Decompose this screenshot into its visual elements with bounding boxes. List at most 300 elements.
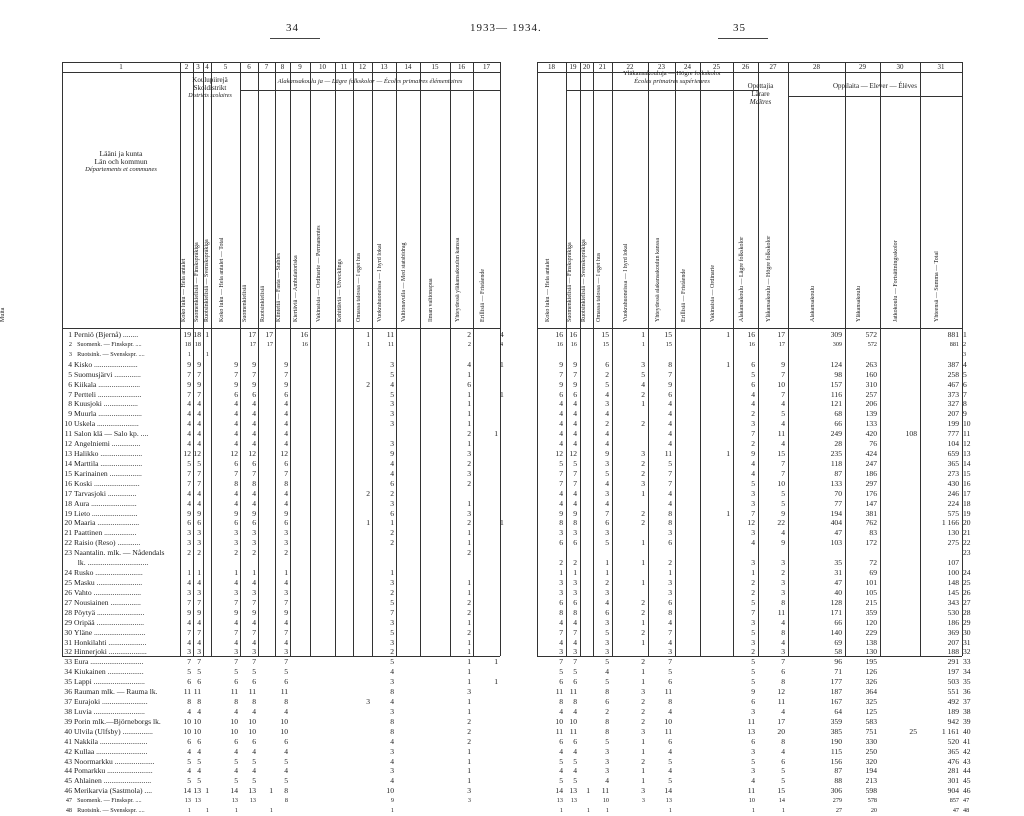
table-cell: 4 xyxy=(559,637,563,647)
table-cell: 4 xyxy=(573,419,577,429)
table-cell: 3 xyxy=(390,359,394,369)
table-cell: 13 xyxy=(570,797,577,805)
table-cell: 69 xyxy=(869,568,877,578)
left-col-divider xyxy=(353,62,354,656)
table-cell: 4 xyxy=(284,419,288,429)
table-cell: 751 xyxy=(865,726,877,736)
table-cell: 9 xyxy=(573,359,577,369)
table-cell: 5 xyxy=(559,458,563,468)
table-cell: 4 xyxy=(234,706,238,716)
table-cell: 6 xyxy=(605,518,609,528)
table-cell: 4 xyxy=(605,409,609,419)
table-cell: 121 xyxy=(830,399,842,409)
municipality-name: Nakkila ......................... xyxy=(74,736,148,746)
table-cell: 4 xyxy=(559,409,563,419)
table-cell: 6 xyxy=(573,597,577,607)
table-cell: 4 xyxy=(500,340,504,348)
table-cell: 6 xyxy=(252,518,256,528)
table-cell: 47 xyxy=(834,528,842,538)
table-cell: 7 xyxy=(390,607,394,617)
row-number-right: 30 xyxy=(963,627,971,637)
table-cell: 13 xyxy=(248,786,256,796)
row-number: 25 xyxy=(64,578,72,587)
table-cell: 4 xyxy=(252,746,256,756)
table-cell: 1 xyxy=(467,528,471,538)
table-cell: 69 xyxy=(834,637,842,647)
table-cell: 2 xyxy=(751,578,755,587)
table-cell: 7 xyxy=(187,627,191,637)
table-cell: 1 xyxy=(467,746,471,756)
municipality-name: Luvia ........................... xyxy=(74,706,145,716)
table-cell: 9 xyxy=(390,449,394,459)
table-cell: 572 xyxy=(867,340,877,348)
table-cell: 7 xyxy=(751,429,755,439)
table-cell: 5 xyxy=(284,667,288,677)
table-cell: 1 xyxy=(467,409,471,419)
table-cell: 7 xyxy=(781,389,785,399)
table-cell: 6 xyxy=(234,677,238,687)
table-cell: 9 xyxy=(573,508,577,518)
table-cell: 1 xyxy=(205,350,209,358)
table-cell: 1 xyxy=(467,419,471,429)
table-cell: 10 xyxy=(248,716,256,726)
table-cell: 47 xyxy=(952,807,959,815)
table-cell: 6 xyxy=(559,538,563,548)
table-cell: 6 xyxy=(751,736,755,746)
municipality-name: Suomenk. — Finskspr. .... xyxy=(74,340,142,348)
table-cell: 6 xyxy=(390,478,394,488)
table-cell: 9 xyxy=(234,359,238,369)
table-cell: 6 xyxy=(573,736,577,746)
column-header-vertical: Erillisiä — Fristående xyxy=(680,269,687,322)
table-cell: 4 xyxy=(234,419,238,429)
municipality-name: Raisio (Reso) ............ xyxy=(74,538,141,548)
table-cell: 8 xyxy=(605,726,609,736)
table-cell: 64 xyxy=(834,706,842,716)
table-cell: 9 xyxy=(559,379,563,389)
table-cell: 1 xyxy=(187,350,191,358)
left-col-divider xyxy=(420,62,421,656)
table-cell: 6 xyxy=(187,677,191,687)
table-cell: 1 xyxy=(467,647,471,657)
table-cell: 4 xyxy=(390,697,394,707)
table-cell: 4 xyxy=(668,706,672,716)
table-cell: 359 xyxy=(865,607,877,617)
table-cell: 762 xyxy=(865,518,877,528)
table-cell: 3 xyxy=(467,449,471,459)
table-cell: 4 xyxy=(390,736,394,746)
municipality-name: Kullaa ........................... xyxy=(74,746,148,756)
table-cell: 194 xyxy=(830,508,842,518)
municipality-name: Ulvila (Ulfsby) ................ xyxy=(74,726,153,736)
table-cell: 7 xyxy=(284,627,288,637)
table-cell: 83 xyxy=(869,528,877,538)
municipality-name: Ruotsink. — Svenskspr. .... xyxy=(74,350,145,358)
table-cell: 5 xyxy=(751,667,755,677)
table-cell: 77 xyxy=(834,498,842,508)
table-cell: 10 xyxy=(777,379,785,389)
table-cell: 207 xyxy=(947,637,959,647)
table-cell: 5 xyxy=(390,389,394,399)
table-cell: 6 xyxy=(252,458,256,468)
left-col-divider xyxy=(290,62,291,656)
table-cell: 177 xyxy=(830,677,842,687)
districts-header-sv: Skoldistrikt xyxy=(193,84,227,92)
table-cell: 3 xyxy=(187,587,191,597)
left-col-divider xyxy=(258,62,259,656)
table-cell: 3 xyxy=(390,578,394,587)
table-cell: 4 xyxy=(284,498,288,508)
table-cell: 9 xyxy=(751,687,755,697)
table-cell: 20 xyxy=(777,726,785,736)
table-cell: 598 xyxy=(865,786,877,796)
column-number: 29 xyxy=(859,63,866,71)
table-cell: 4 xyxy=(234,399,238,409)
table-cell: 9 xyxy=(605,449,609,459)
table-cell: 103 xyxy=(830,538,842,548)
row-number: 6 xyxy=(68,379,72,389)
table-cell: 4 xyxy=(252,637,256,647)
municipality-name: Tarvasjoki ............... xyxy=(74,488,137,498)
table-cell: 11 xyxy=(664,726,672,736)
table-cell: 4 xyxy=(284,429,288,439)
table-cell: 3 xyxy=(187,647,191,657)
table-cell: 3 xyxy=(605,587,609,597)
table-cell: 5 xyxy=(781,776,785,786)
table-cell: 16 xyxy=(301,340,308,348)
table-cell: 100 xyxy=(947,568,959,578)
table-cell: 4 xyxy=(751,458,755,468)
table-cell: 6 xyxy=(668,538,672,548)
column-header-vertical: Ruotsinkielisiä — Svenskspråkiga xyxy=(204,239,210,322)
municipality-name: Oripää ......................... xyxy=(74,617,145,627)
column-header-vertical: Jatkokoulu — Fortsättningsskolor xyxy=(893,240,899,322)
teachers-header-fi: Opettajia xyxy=(747,82,774,90)
table-cell: 3 xyxy=(234,538,238,548)
table-cell: 13 xyxy=(193,786,201,796)
table-cell: 3 xyxy=(781,558,785,568)
table-cell: 87 xyxy=(834,766,842,776)
table-cell: 4 xyxy=(197,409,201,419)
table-cell: 4 xyxy=(197,439,201,449)
table-cell: 207 xyxy=(947,409,959,419)
municipality-name: Rauman mlk. — Rauma lk. xyxy=(74,687,158,697)
table-cell: 8 xyxy=(390,687,394,697)
table-cell: 4 xyxy=(641,379,645,389)
table-cell: 12 xyxy=(569,449,577,459)
table-cell: 325 xyxy=(865,697,877,707)
table-cell: 2 xyxy=(467,340,471,348)
table-cell: 5 xyxy=(605,538,609,548)
table-cell: 11 xyxy=(280,687,288,697)
table-cell: 1 xyxy=(641,667,645,677)
table-cell: 120 xyxy=(865,617,877,627)
table-cell: 1 xyxy=(467,578,471,587)
table-cell: 12 xyxy=(183,449,191,459)
table-cell: 4 xyxy=(197,578,201,587)
table-cell: 2 xyxy=(641,657,645,667)
table-cell: 7 xyxy=(197,597,201,607)
table-cell: 2 xyxy=(467,627,471,637)
table-cell: 8 xyxy=(390,716,394,726)
table-cell: 3 xyxy=(605,637,609,647)
row-number-right: 40 xyxy=(963,726,971,736)
table-cell: 257 xyxy=(865,389,877,399)
table-cell: 1 xyxy=(390,807,394,815)
table-cell: 4 xyxy=(197,488,201,498)
table-cell: 7 xyxy=(234,597,238,607)
table-cell: 1 xyxy=(467,697,471,707)
table-cell: 10 xyxy=(602,797,609,805)
column-header-vertical: Koko luku — Hela antalet xyxy=(181,258,187,322)
table-cell: 7 xyxy=(751,607,755,617)
table-cell: 3 xyxy=(751,706,755,716)
table-cell: 7 xyxy=(197,468,201,478)
table-cell: 2 xyxy=(781,568,785,578)
table-cell: 1 xyxy=(781,807,785,815)
table-cell: 4 xyxy=(197,766,201,776)
table-cell: 7 xyxy=(187,389,191,399)
table-cell: 6 xyxy=(187,736,191,746)
table-cell: 2 xyxy=(641,697,645,707)
table-cell: 5 xyxy=(751,597,755,607)
table-cell: 133 xyxy=(865,419,877,429)
table-cell: 4 xyxy=(284,439,288,449)
row-number: 13 xyxy=(64,449,72,459)
table-cell: 3 xyxy=(284,587,288,597)
row-number-right: 20 xyxy=(963,518,971,528)
row-number-right: 8 xyxy=(963,399,967,409)
table-cell: 4 xyxy=(187,617,191,627)
table-cell: 4 xyxy=(751,468,755,478)
table-cell: 3 xyxy=(641,687,645,697)
table-cell: 1 xyxy=(726,330,730,339)
table-cell: 6 xyxy=(197,518,201,528)
table-cell: 4 xyxy=(234,488,238,498)
table-cell: 5 xyxy=(605,657,609,667)
table-cell: 3 xyxy=(390,439,394,449)
table-cell: 108 xyxy=(905,429,917,439)
table-cell: 7 xyxy=(187,468,191,478)
table-cell: 1 xyxy=(234,568,238,578)
table-cell: 1 xyxy=(559,807,563,815)
table-cell: 6 xyxy=(252,389,256,399)
table-cell: 4 xyxy=(197,706,201,716)
table-cell: 2 xyxy=(641,756,645,766)
table-cell: 4 xyxy=(573,617,577,627)
table-cell: 17 xyxy=(777,716,785,726)
table-cell: 6 xyxy=(559,736,563,746)
table-cell: 9 xyxy=(284,607,288,617)
region-header xyxy=(64,150,178,174)
table-cell: 6 xyxy=(573,538,577,548)
table-cell: 8 xyxy=(781,677,785,687)
table-cell: 4 xyxy=(668,498,672,508)
table-cell: 3 xyxy=(641,726,645,736)
table-cell: 13 xyxy=(231,797,238,805)
table-cell: 2 xyxy=(641,419,645,429)
table-cell: 326 xyxy=(865,677,877,687)
table-cell: 7 xyxy=(668,369,672,379)
table-cell: 157 xyxy=(830,379,842,389)
table-cell: 2 xyxy=(641,627,645,637)
table-cell: 6 xyxy=(668,677,672,687)
table-cell: 5 xyxy=(751,657,755,667)
table-cell: 3 xyxy=(751,558,755,568)
table-cell: 14 xyxy=(555,786,563,796)
table-cell: 8 xyxy=(252,697,256,707)
table-cell: 2 xyxy=(390,538,394,548)
table-cell: 5 xyxy=(559,776,563,786)
table-cell: 125 xyxy=(865,706,877,716)
table-cell: 4 xyxy=(390,379,394,389)
row-number-right: 22 xyxy=(963,538,971,548)
table-cell: 9 xyxy=(197,379,201,389)
table-cell: 6 xyxy=(187,518,191,528)
table-cell: 5 xyxy=(252,776,256,786)
table-cell: 2 xyxy=(641,716,645,726)
table-cell: 6 xyxy=(234,736,238,746)
table-cell: 5 xyxy=(284,756,288,766)
table-cell: 3 xyxy=(559,528,563,538)
column-number: 22 xyxy=(626,63,634,71)
table-cell: 8 xyxy=(197,697,201,707)
table-cell: 9 xyxy=(234,607,238,617)
municipality-name: Halikko ...................... xyxy=(74,449,143,459)
table-cell: 15 xyxy=(777,449,785,459)
table-cell: 291 xyxy=(947,657,959,667)
row-number-right: 12 xyxy=(963,439,971,449)
table-cell: 4 xyxy=(197,498,201,508)
row-number-right: 31 xyxy=(963,637,971,647)
table-cell: 3 xyxy=(390,617,394,627)
table-cell: 115 xyxy=(830,746,842,756)
table-cell: 11 xyxy=(183,687,191,697)
column-header-vertical: Koko luku — Hela antalet xyxy=(544,258,551,322)
table-cell: 87 xyxy=(834,468,842,478)
row-number-right: 11 xyxy=(963,429,971,439)
table-cell: 5 xyxy=(252,756,256,766)
municipality-name: Eura ............................ xyxy=(74,657,144,667)
year-left: 1933— xyxy=(470,22,508,34)
table-cell: 4 xyxy=(781,528,785,538)
table-cell: 17 xyxy=(777,330,785,339)
row-number: 29 xyxy=(64,617,72,627)
municipality-name: Muurla ....................... xyxy=(74,409,142,419)
column-number: 23 xyxy=(658,63,665,71)
municipality-name: Aura ........................ xyxy=(74,498,137,508)
table-cell: 5 xyxy=(559,667,563,677)
table-cell: 4 xyxy=(284,746,288,756)
table-cell: 7 xyxy=(187,478,191,488)
row-number: 2 xyxy=(68,340,72,348)
column-header-vertical: Vuokrahuoneissa — I hyrd lokal xyxy=(623,243,629,322)
table-cell: 9 xyxy=(668,379,672,389)
table-cell: 5 xyxy=(605,627,609,637)
table-cell: 2 xyxy=(467,478,471,488)
table-cell: 8 xyxy=(573,518,577,528)
table-cell: 8 xyxy=(284,786,288,796)
table-cell: 104 xyxy=(947,439,959,449)
table-cell: 3 xyxy=(641,449,645,459)
table-cell: 359 xyxy=(830,716,842,726)
column-header-vertical: Suomenkielisiä — Finskspråkiga xyxy=(194,242,200,322)
table-cell: 3 xyxy=(390,498,394,508)
table-cell: 58 xyxy=(834,647,842,657)
table-cell: 4 xyxy=(187,637,191,647)
table-cell: 101 xyxy=(865,578,877,587)
table-cell: 2 xyxy=(641,508,645,518)
table-cell: 4 xyxy=(234,746,238,756)
table-cell: 6 xyxy=(559,677,563,687)
table-cell: 11 xyxy=(230,687,238,697)
table-cell: 9 xyxy=(781,538,785,548)
table-cell: 40 xyxy=(834,587,842,597)
table-cell: 4 xyxy=(668,439,672,449)
table-cell: 3 xyxy=(641,797,645,805)
row-number-right: 5 xyxy=(963,369,967,379)
column-number: 13 xyxy=(380,63,388,71)
table-cell: 3 xyxy=(751,528,755,538)
table-cell: 3 xyxy=(234,528,238,538)
column-header-vertical: Omassa talossa — I eget hus xyxy=(595,252,602,322)
table-cell: 13 xyxy=(556,797,563,805)
row-number: 39 xyxy=(64,716,72,726)
table-cell: 3 xyxy=(605,647,609,657)
row-number-right: 43 xyxy=(963,756,971,766)
row-number: 7 xyxy=(68,389,72,399)
table-cell: 7 xyxy=(559,478,563,488)
table-cell: 4 xyxy=(559,399,563,409)
upper-schools-header-fr: Écoles primaires supérieures xyxy=(634,78,710,85)
table-cell: 306 xyxy=(830,786,842,796)
table-cell: 4 xyxy=(252,617,256,627)
table-cell: 4 xyxy=(197,399,201,409)
municipality-name: Ruotsink. — Svenskspr. .... xyxy=(74,807,145,815)
table-cell: 5 xyxy=(751,478,755,488)
table-cell: 1 xyxy=(187,807,191,815)
municipality-name: Kiukainen ................... xyxy=(74,667,144,677)
table-cell: 11 xyxy=(388,340,394,348)
table-cell: 3 xyxy=(197,647,201,657)
table-cell: 4 xyxy=(234,429,238,439)
table-cell: 4 xyxy=(234,766,238,776)
municipality-name: Marttila ...................... xyxy=(74,458,143,468)
table-cell: 31 xyxy=(834,568,842,578)
table-cell: 11 xyxy=(555,687,563,697)
column-number: 19 xyxy=(569,63,577,71)
table-cell: 3 xyxy=(390,746,394,756)
table-cell: 7 xyxy=(573,468,577,478)
pupils-rule xyxy=(788,96,962,97)
table-cell: 1 xyxy=(500,518,504,528)
table-cell: 138 xyxy=(865,637,877,647)
table-cell: 7 xyxy=(751,508,755,518)
municipality-name: Uskela ...................... xyxy=(74,419,139,429)
table-cell: 4 xyxy=(284,409,288,419)
row-number: 32 xyxy=(64,647,72,657)
table-cell: 4 xyxy=(252,766,256,776)
table-cell: 3 xyxy=(751,637,755,647)
table-cell: 9 xyxy=(197,607,201,617)
table-cell: 7 xyxy=(668,478,672,488)
table-cell: 6 xyxy=(751,697,755,707)
table-cell: 9 xyxy=(252,508,256,518)
table-cell: 7 xyxy=(605,508,609,518)
table-cell: 206 xyxy=(865,399,877,409)
table-cell: 4 xyxy=(252,419,256,429)
table-cell: 160 xyxy=(865,369,877,379)
